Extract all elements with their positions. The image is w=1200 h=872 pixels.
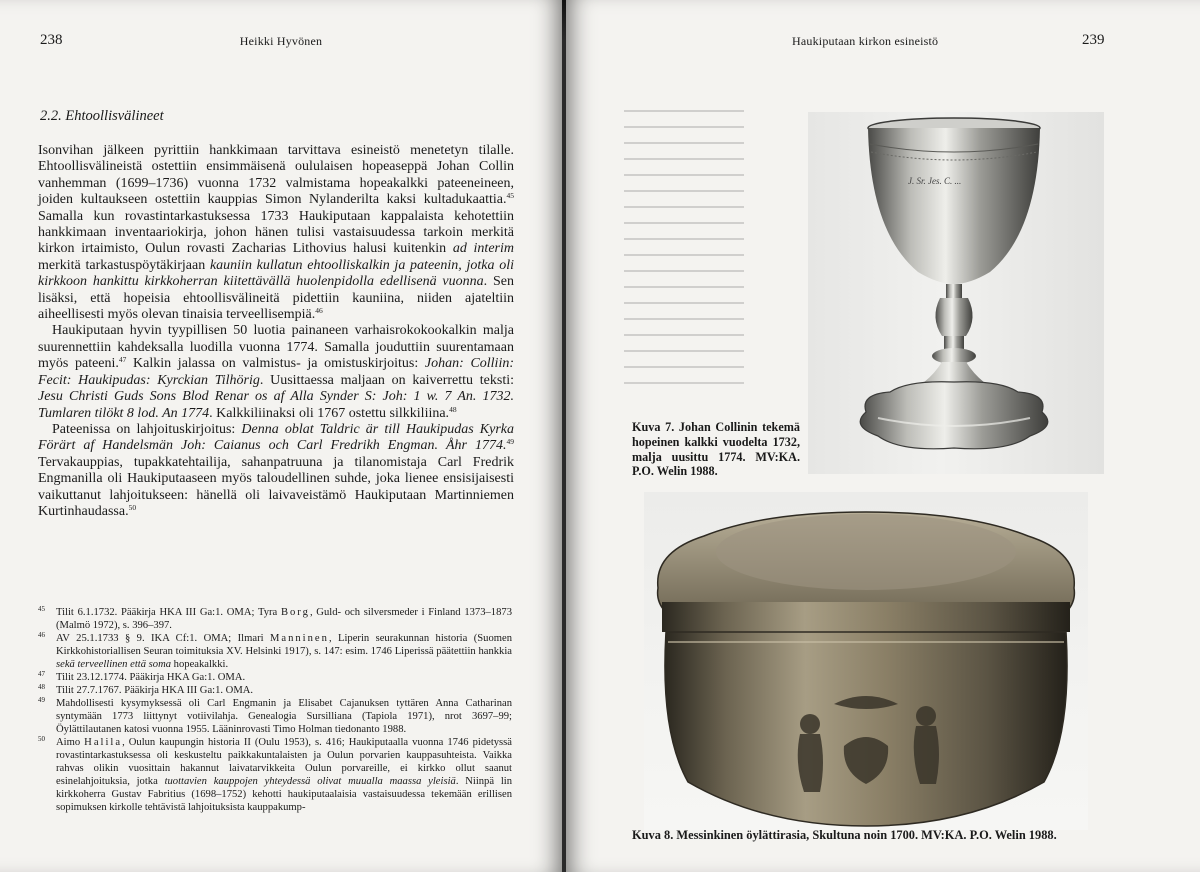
chalice-illustration xyxy=(808,112,1104,474)
italic-text: Jesu Christi Guds Sons Blod Renar os af Alla Synder S: Joh: 1 w. 7 An. 1732. Tumlaren tilökt 8 lod. An 1774 xyxy=(38,389,514,421)
text-run: , Liperin seurakunnan historia (Suomen Kirkkohistoriallisen Seuran toimituksia XV. Helsinki 1917), s. 147: esim. 1746 Liperissä päätettiin hankkia xyxy=(56,633,512,657)
footnote-text xyxy=(56,607,512,631)
section-title: 2.2. Ehtoollisvälineet xyxy=(40,108,164,124)
text-run: . Uusittaessa maljaan on kaiverrettu teksti: xyxy=(259,372,514,388)
footnote-ref: 50 xyxy=(128,502,137,512)
footnote-text xyxy=(56,685,253,696)
text-run: hopeakalkki. xyxy=(171,659,229,670)
footnote-text xyxy=(56,737,512,813)
footnote xyxy=(38,736,512,814)
italic-text: sekä terveellinen että soma xyxy=(56,659,172,670)
svg-text:J. Sr. Jes. C. ...: J. Sr. Jes. C. ... xyxy=(908,176,962,186)
footnote-number: 46 xyxy=(38,631,45,639)
footnote xyxy=(38,684,512,697)
text-run: AV 25.1.1733 § 9. IKA Cf:1. OMA; Ilmari xyxy=(56,633,270,644)
text-run: Haukiputaan hyvin tyypillisen 50 luotia painaneen varhaisrokokookalkin malja suurennettiin kahdeksalla luodilla vuonna 1774. Samalla jouduttiin suurentamaan myös pateeni. xyxy=(38,323,514,372)
footnote-text xyxy=(56,698,512,735)
text-run: Tervakauppias, tupakkatehtailija, sahanpatruuna ja tilanomistaja Carl Fredrik Engmanilla oli Haukiputaaseen myös taloudellinen suhde, joka lienee ensisijaisesti vaikuttanut lahjoitukseen: hänellä oli laivaveistämö Haukiputaan Martinniemen Kurtinhaudassa. xyxy=(38,454,514,519)
text-run: Samalla kun rovastintarkastuksessa 1733 Haukiputaan kappalaista kehotettiin hankkimaan inventaariokirja, johon hänen tulisi vastaisuudessa tarkoin merkitä kirkon irtaimisto, Oulun rovasti Zacharias Lithovius halusi kuitenkin xyxy=(38,208,514,257)
text-run: Isonvihan jälkeen pyrittiin hankkimaan tarvittava esineistö menetetyn tilalle. Ehtoollisvälineistä ostettiin ensimmäisenä oululaisen hopeaseppä Johan Collin vanhemman (1699–1736) vuonna 1732 valmistama hopeakalkki pateeneineen, joiden kultaukseen ostettiin kauppias Simon Nylanderilta kaksi kultadukaattia. xyxy=(38,143,514,208)
text-run: merkitä tarkastuspöytäkirjaan xyxy=(38,257,210,273)
spaced-name: Halila xyxy=(84,737,123,748)
italic-text: Denna oblat Taldric är till Haukipudas Kyrka Förärt af Handelsmän Joh: Caianus och Carl Fredrikh Engman. Åhr 1774. xyxy=(38,421,514,454)
text-run: Mahdollisesti kysymyksessä oli Carl Engmanin ja Elisabet Cajanuksen tyttären Anna Catharinan syntymään 1773 liittynyt votiivilahja. Genealogia Sursilliana (Tapiola 1971), nrot 3697–99; Öylättilautanen katosi vuonna 1955. Lääninrovasti Timo Holman tiedonanto 1988. xyxy=(56,698,512,735)
footnote-ref: 47 xyxy=(118,355,127,365)
wafer-box-photo xyxy=(644,492,1088,830)
text-run: . Sen lisäksi, että hopeisia ehtoollisvälineitä pidettiin kauniina, niiden ajateltiin aiheellisesti myös olevan tinaisia terveellisempiä. xyxy=(38,274,515,323)
text-run: Tilit 27.7.1767. Pääkirja HKA III Ga:1. OMA. xyxy=(56,685,254,696)
text-run: Tilit 23.12.1774. Pääkirja HKA Ga:1. OMA. xyxy=(56,672,246,683)
text-run: . Kalkkiliinaksi oli 1767 ostettu silkkiliina. xyxy=(209,405,450,421)
text-run: , Guld- och silversmeder i Finland 1373–1873 (Malmö 1972), s. 396–397. xyxy=(56,607,512,631)
text-run: , Oulun kaupungin historia II (Oulu 1953), s. 416; Haukiputaalla vuonna 1746 pidetyssä rovastintarkastuksessa oli keskusteltu paikkakuntalaisten ja Oulun porvarien kauppasuhteista. Vaikka rahvas olikin vuosittain hakannut laivatarvikkeita Oulun porvareille, ei kirkko ollut saanut esinelahjoituksia, jotka xyxy=(56,737,513,787)
text-run: Pateenissa on lahjoituskirjoitus: xyxy=(52,421,242,437)
figure-7-caption: Kuva 7. Johan Collinin tekemä hopeinen kalkki vuodelta 1732, malja uusittu 1774. MV:KA. P.O. Welin 1988. xyxy=(632,420,800,479)
right-page xyxy=(566,0,1200,872)
text-run: Kalkin jalassa on valmistus- ja omistuskirjoitus: xyxy=(126,356,425,372)
left-page xyxy=(0,0,562,872)
left-running-head: Heikki Hyvönen xyxy=(239,34,323,48)
italic-text: tuottavien kauppojen yhteydessä olivat muualla maassa yleisiä xyxy=(164,776,456,787)
left-page-number: 238 xyxy=(40,32,63,48)
paragraph xyxy=(38,323,514,421)
right-page-number: 239 xyxy=(1082,32,1105,48)
footnote-number: 47 xyxy=(38,670,45,678)
spaced-name: Manninen xyxy=(269,633,329,644)
chalice-photo xyxy=(808,112,1104,474)
figure-8-caption: Kuva 8. Messinkinen öylättirasia, Skultuna noin 1700. MV:KA. P.O. Welin 1988. xyxy=(632,828,1057,842)
spaced-name: Borg xyxy=(280,607,310,618)
footnote-ref: 49 xyxy=(506,437,514,447)
footnote-ref: 46 xyxy=(315,306,323,316)
footnotes xyxy=(38,606,512,814)
footnote-number: 50 xyxy=(38,735,45,743)
italic-text: Johan: Colliin: Fecit: Haukipudas: Kyrckian Tilhörig xyxy=(38,356,515,388)
text-run: . Niinpä lin kirkkoherra Gustav Fabritius (1698–1752) kehotti haukiputaalaisia vastaisuudessa tekemään erillisen sopimuksen kirkolle tehtävistä lahjoituksista kauppakump- xyxy=(56,776,513,813)
bleed-through-text xyxy=(624,110,744,410)
footnote xyxy=(38,671,512,684)
footnote-ref: 48 xyxy=(449,404,457,414)
text-run: Tilit 6.1.1732. Pääkirja HKA III Ga:1. OMA; Tyra xyxy=(56,607,281,618)
footnote-text xyxy=(56,672,245,683)
footnote-text xyxy=(56,633,512,670)
text-run: Aimo xyxy=(56,737,85,748)
body-text xyxy=(38,143,514,520)
footnote-number: 48 xyxy=(38,683,45,691)
footnote xyxy=(38,632,512,671)
italic-text: kauniin kullatun ehtoolliskalkin ja pateenin, jotka oli kirkkoon hankittu kirkkoherran kiitettävällä huolenpidolla edellisenä vuonna xyxy=(38,257,514,290)
footnote-number: 45 xyxy=(38,605,45,613)
wafer-box-illustration xyxy=(644,492,1088,830)
footnote-ref: 45 xyxy=(506,191,514,201)
footnote-number: 49 xyxy=(38,696,45,704)
paragraph xyxy=(38,422,514,520)
paragraph xyxy=(38,143,514,323)
footnote xyxy=(38,606,512,632)
footnote xyxy=(38,697,512,736)
right-running-head: Haukiputaan kirkon esineistö xyxy=(792,34,939,48)
italic-text: ad interim xyxy=(452,241,514,257)
